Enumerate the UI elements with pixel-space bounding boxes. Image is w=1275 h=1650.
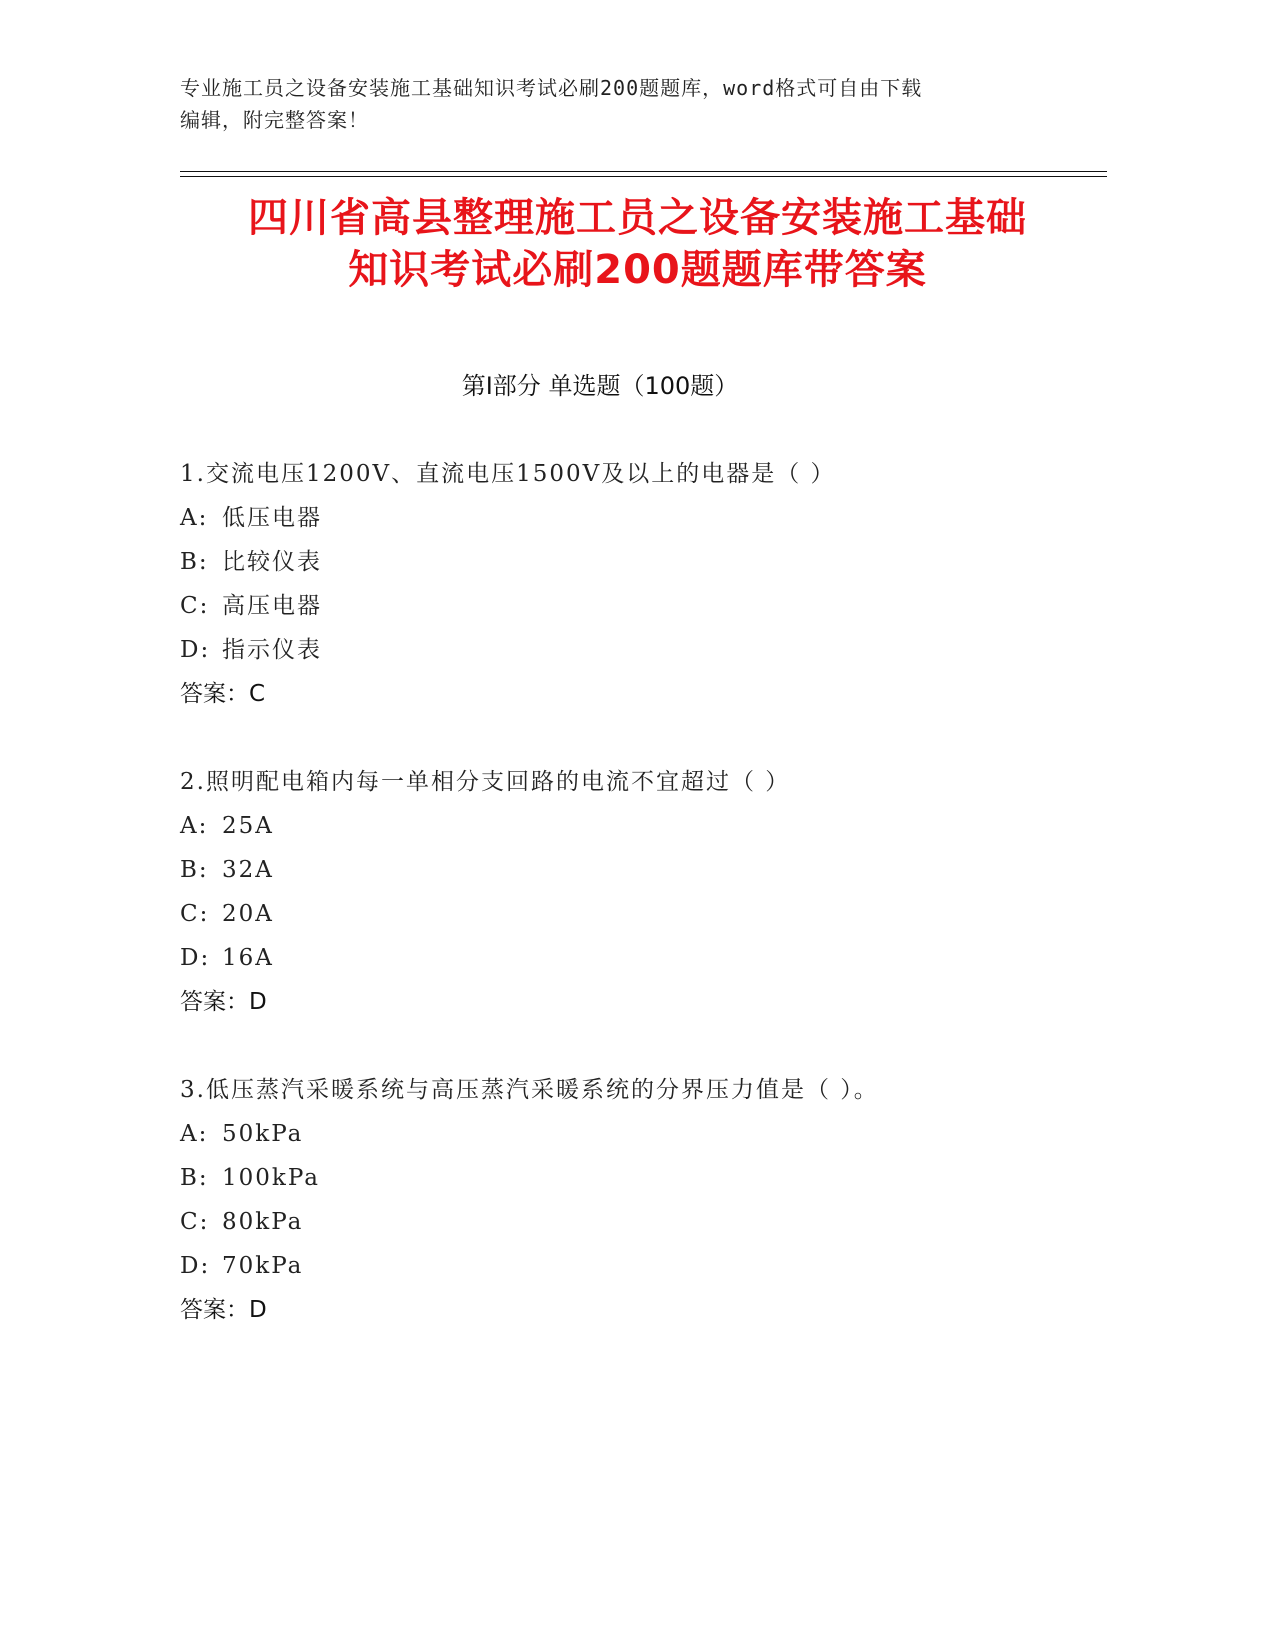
answer-line: 答案：C xyxy=(180,681,266,707)
question-list xyxy=(180,452,1110,1376)
header-divider-top xyxy=(180,171,1107,172)
header-note-line-1: 专业施工员之设备安装施工基础知识考试必刷200题题库，word格式可自由下载 xyxy=(180,76,923,100)
option-a xyxy=(180,1112,1110,1156)
option-text: 低压电器 xyxy=(222,505,322,531)
option-c xyxy=(180,1200,1110,1244)
option-d xyxy=(180,1244,1110,1288)
option-letter: A: xyxy=(180,505,209,531)
option-letter: A: xyxy=(180,1121,209,1147)
option-text: 高压电器 xyxy=(222,593,322,619)
answer-line: 答案：D xyxy=(180,989,267,1015)
option-letter: D: xyxy=(180,945,211,971)
option-letter: D: xyxy=(180,1253,211,1279)
option-b xyxy=(180,1156,1110,1200)
answer-line: 答案：D xyxy=(180,1297,267,1323)
option-c xyxy=(180,584,1110,628)
option-text: 25A xyxy=(222,813,274,839)
option-text: 32A xyxy=(222,857,274,883)
document-title-line-2: 知识考试必刷200题题库带答案 xyxy=(348,247,927,293)
option-letter: B: xyxy=(180,549,209,575)
option-letter: D: xyxy=(180,637,211,663)
option-text: 指示仪表 xyxy=(222,637,322,663)
header-divider-bottom xyxy=(180,176,1107,177)
option-letter: C: xyxy=(180,593,210,619)
section-heading: 第Ⅰ部分 单选题（100题） xyxy=(461,372,739,400)
option-b xyxy=(180,540,1110,584)
question-item xyxy=(180,1068,1110,1332)
option-text: 100kPa xyxy=(222,1165,320,1191)
option-d xyxy=(180,936,1110,980)
question-item xyxy=(180,452,1110,716)
option-c xyxy=(180,892,1110,936)
option-d xyxy=(180,628,1110,672)
header-note xyxy=(180,72,1080,136)
header-note-line-2: 编辑，附完整答案！ xyxy=(180,108,369,132)
option-text: 16A xyxy=(222,945,274,971)
option-text: 50kPa xyxy=(222,1121,304,1147)
document-title xyxy=(130,192,1145,296)
option-text: 比较仪表 xyxy=(222,549,322,575)
question-stem: 2.照明配电箱内每一单相分支回路的电流不宜超过（ ） xyxy=(180,769,791,795)
option-letter: B: xyxy=(180,1165,209,1191)
option-text: 70kPa xyxy=(222,1253,304,1279)
question-stem: 3.低压蒸汽采暖系统与高压蒸汽采暖系统的分界压力值是（ ）。 xyxy=(180,1077,879,1103)
option-letter: C: xyxy=(180,901,210,927)
option-letter: C: xyxy=(180,1209,210,1235)
option-text: 80kPa xyxy=(222,1209,304,1235)
option-text: 20A xyxy=(222,901,274,927)
option-a xyxy=(180,804,1110,848)
option-letter: B: xyxy=(180,857,209,883)
document-title-line-1: 四川省高县整理施工员之设备安装施工基础 xyxy=(248,195,1027,241)
option-letter: A: xyxy=(180,813,209,839)
question-item xyxy=(180,760,1110,1024)
option-b xyxy=(180,848,1110,892)
option-a xyxy=(180,496,1110,540)
question-stem: 1.交流电压1200V、直流电压1500V及以上的电器是（ ） xyxy=(180,461,836,487)
